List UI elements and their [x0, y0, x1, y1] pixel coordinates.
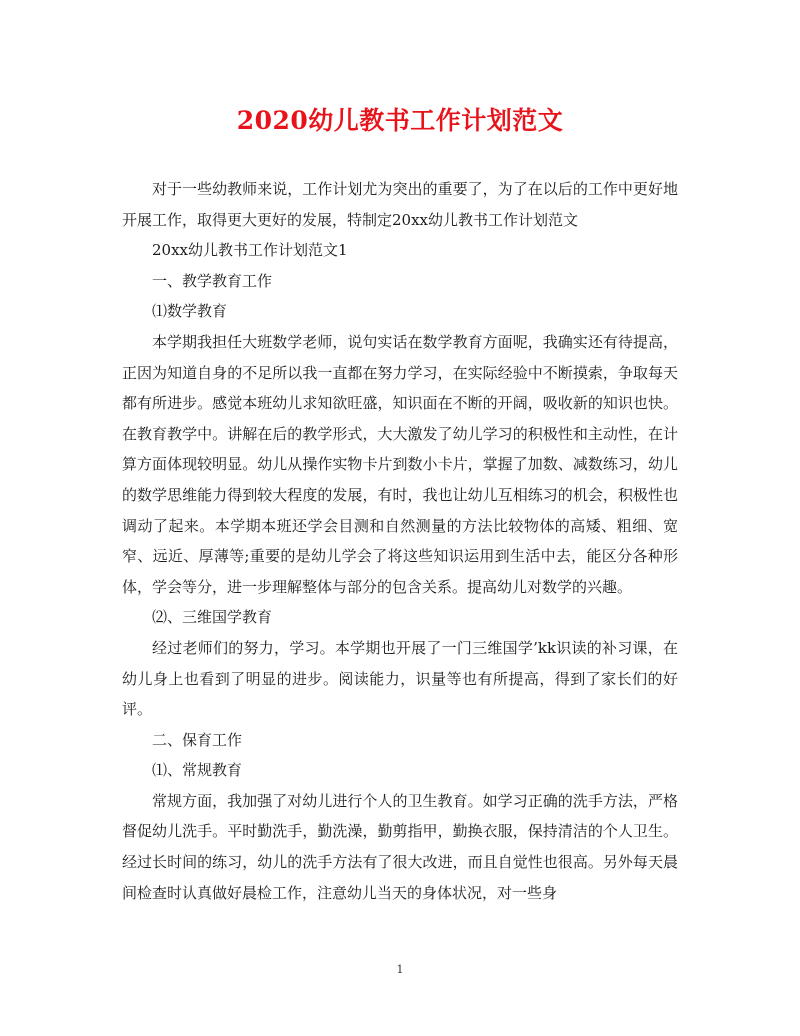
- page-number: 1: [396, 963, 404, 976]
- subsection-heading: ⑴数学教育: [152, 302, 228, 321]
- section-heading: 二、保育工作: [152, 730, 243, 749]
- intro-paragraph: 对于一些幼教师来说，工作计划尤为突出的重要了，为了在以后的工作中更好地开展工作，取得更大更好的发展，特制定20xx幼儿教书工作计划范文: [122, 180, 678, 229]
- section-heading: 一、教学教育工作: [152, 271, 273, 290]
- section-heading: 20xx幼儿教书工作计划范文1: [152, 241, 348, 260]
- body-paragraph: 常规方面，我加强了对幼儿进行个人的卫生教育。如学习正确的洗手方法，严格督促幼儿洗手。平时勤洗手，勤洗澡，勤剪指甲，勤换衣服，保持清洁的个人卫生。经过长时间的练习，幼儿的洗手方法有了很大改进，而且自觉性也很高。另外每天晨间检查时认真做好晨检工作，注意幼儿当天的身体状况，对一些身: [122, 791, 678, 902]
- document-body: [122, 174, 678, 908]
- subsection-heading: ⑵、三维国学教育: [152, 608, 273, 627]
- subsection-heading: ⑴、常规教育: [152, 761, 243, 780]
- document-title: 2020幼儿教书工作计划范文: [236, 106, 564, 135]
- body-paragraph: 本学期我担任大班数学老师，说句实话在数学教育方面呢，我确实还有待提高，正因为知道自身的不足所以我一直都在努力学习，在实际经验中不断摸索，争取每天都有所进步。感觉本班幼儿求知欲旺盛，知识面在不断的开阔，吸收新的知识也快。在教育教学中。讲解在后的教学形式，大大激发了幼儿学习的积极性和主动性，在计算方面体现较明显。幼儿从操作实物卡片到数小卡片，掌握了加数、减数练习，幼儿的数学思维能力得到较大程度的发展，有时，我也让幼儿互相练习的机会，积极性也调动了起来。本学期本班还学会目测和自然测量的方法比较物体的高矮、粗细、宽窄、远近、厚薄等;重要的是幼儿学会了将这些知识运用到生活中去，能区分各种形体，学会等分，进一步理解整体与部分的包含关系。提高幼儿对数学的兴趣。: [122, 332, 678, 596]
- body-paragraph: 经过老师们的努力，学习。本学期也开展了一门三维国学’kk识读的补习课，在幼儿身上也看到了明显的进步。阅读能力，识量等也有所提高，得到了家长们的好评。: [122, 638, 678, 719]
